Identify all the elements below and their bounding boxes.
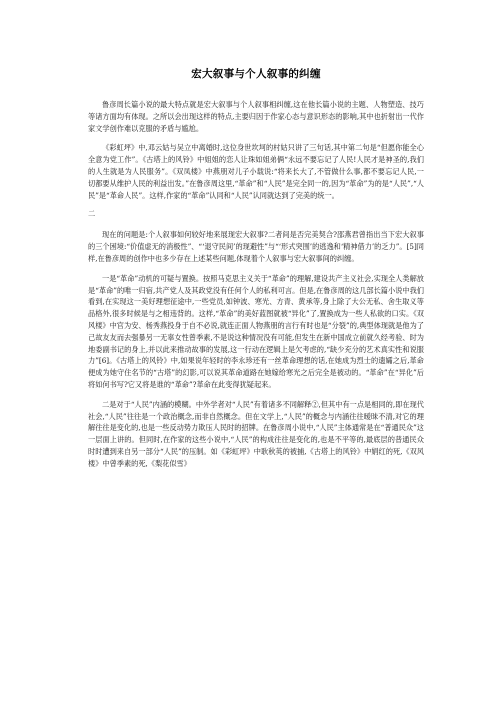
intro-section: [88, 99, 424, 201]
section-number: 二: [88, 209, 96, 219]
document-page: [88, 66, 424, 478]
document-title: 宏大叙事与个人叙事的纠缠: [191, 68, 321, 80]
paragraph: 现在的问题是:个人叙事如何较好地来展现宏大叙事?二者间是否完美契合?邵燕君曾指出当下宏大叙事的三个困境:“价值虚无的消极性”、“‘退守民间’的现避性”与“‘形式突围’的逃逸和‘精神借力’的乏力”。[5]同样,在鲁彦周的创作中也多少存在上述某些问题,体现着个人叙事与宏大叙事间的纠缠。: [88, 230, 424, 263]
paragraph: 鲁彦周长篇小说的最大特点就是宏大叙事与个人叙事相纠缠,这在他长篇小说的主题、人物塑造、技巧等诸方面均有体现。之所以会出现这样的特点,主要归因于作家心态与意识形态的影响,其中也折射出一代作家文学创作难以克服的矛盾与尴尬。: [88, 100, 424, 133]
paragraph: 《彩虹坪》中,邓云姑与吴立中离婚时,这位身世坎坷的村姑只讲了三句话,其中第二句是“但愿你能全心全意为党工作”。《古塔上的风铃》中姐姐的恋人让珠如姐弟俩“永远不要忘记了人民!人民才是神圣的,我们的人生就是为人民服务”。《双凤楼》中燕朋对儿子小载说:“将来长大了,不管做什么事,都不要忘记人民,一切都要从维护人民的利益出发。”在鲁彦周这里,“革命”和“人民”是完全同一的,因为“革命”为的是“人民”,“人民”是“革命人民”。这样,作家的“革命”认同和“人民”认同就达到了完美的统一。: [88, 143, 424, 200]
paragraph: 二是对于“人民”内涵的模糊。中外学者对“人民”有着诸多不同解释②,但其中有一点是相同的,即在现代社会,“人民”往往是一个政治概念,而非自然概念。但在文学上,“人民”的概念与内涵往往暧昧不清,对它的理解往往是变化的,也是一些反动势力欺压人民时的招牌。在鲁彦周小说中,“人民”主体通常是在“普通民众”这一层面上讲的。但同时,在作家的这些小说中,“人民”的构成往往是变化的,也是不平等的,最底层的普通民众时时遭到来自另一部分“人民”的压制。如《彩虹坪》中耿秋英的被捕,《古塔上的风铃》中娟红的死,《双风楼》中曾季素的死,《梨花似雪》: [88, 399, 424, 468]
section-two: [88, 209, 424, 469]
paragraph: 一是“革命”动机的可疑与置换。按照马克思主义关于“革命”的理解,建设共产主义社会,实现全人类解放是“革命”的唯一归宿,共产党人及其政党没有任何个人的私利可言。但是,在鲁彦周的这几部长篇小说中我们看到,在实现这一美好理想征途中,一些党员,如钟波、寒光、方青、黄承等,身上除了大公无私、舍生取义等品格外,很多时候是与之相违背的。这样,“革命”的美好蓝图就被“异化”了,置换成为一些人私欲的口实。《双风楼》中官为安、杨秀燕投身于自不必说,就连正面人物燕朋的言行有时也是“分裂”的,典型体现就是他为了己故友友而去强暴另一无辜女性曾季素,不是说这种情况没有可能,但发生在新中国成立前就久经考验、时为地委副书记的身上,并以此来推动故事的发展,这一行动在逻辑上是欠考虑的,“缺少充分的艺术真实性和说服力”[6]。《古塔上的风铃》中,如果说年轻时的李永珍还有一丝革命理想的话,在她成为烈士的遗孀之后,革命便成为她守住名节的“古塔”的幻影,可以说其革命道路在她嫁给寒光之后完全是被动的。“革命”在“异化”后将如何书写?它又将是谁的“革命”?革命在此变得犹疑起来。: [88, 273, 424, 389]
